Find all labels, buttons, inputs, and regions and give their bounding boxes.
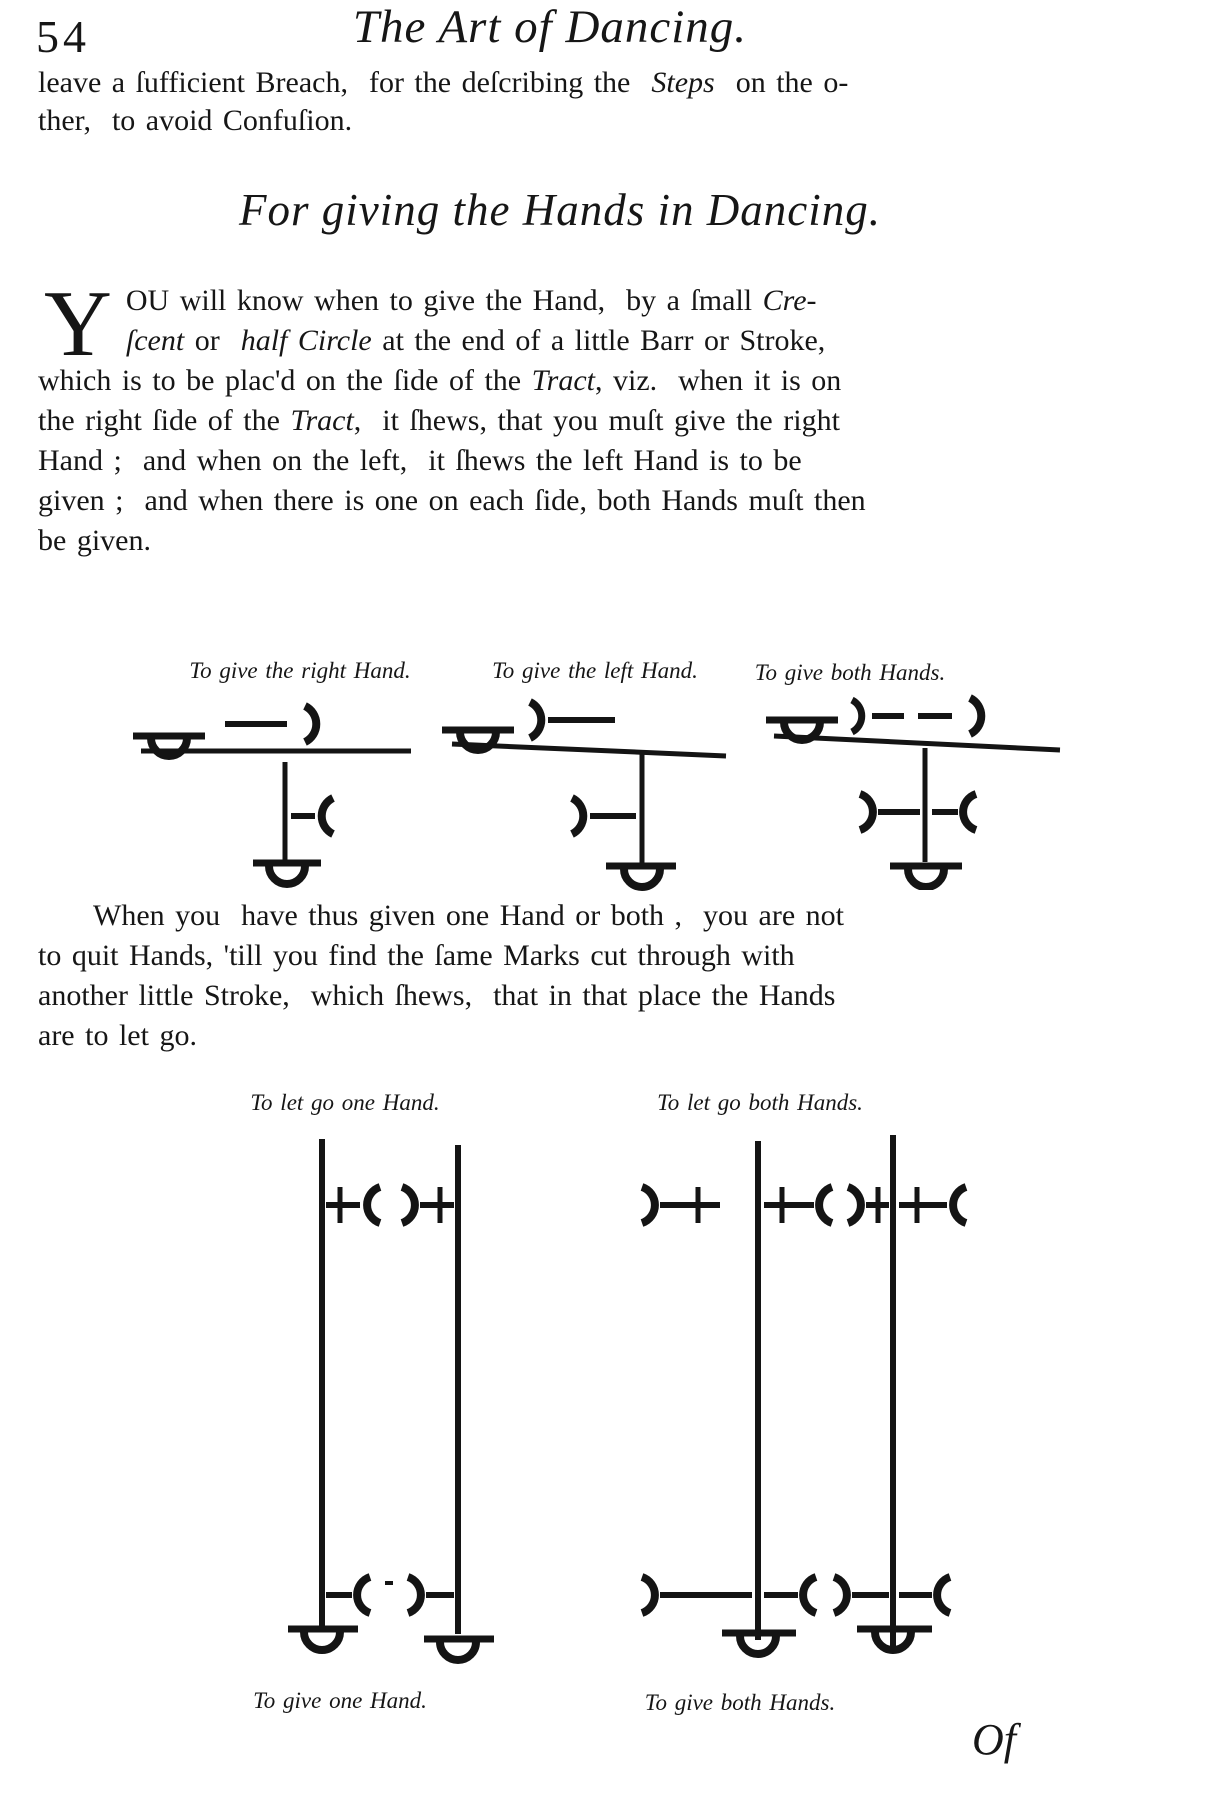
- text-line: [38, 102, 1068, 140]
- text-segment-italic: Tract: [531, 364, 595, 397]
- text-segment: which is to be plac'd on the ſide of the: [38, 364, 532, 397]
- figure-caption-let-go-one-hand: To let go one Hand.: [250, 1090, 440, 1115]
- text-line: [38, 361, 1068, 401]
- intro-paragraph: [38, 64, 1068, 140]
- text-line: [38, 976, 1068, 1016]
- text-segment: ther, to avoid Confuſion.: [38, 104, 353, 137]
- figure-caption-give-left-hand: To give the left Hand.: [492, 658, 698, 683]
- figure-caption-give-both-hands-bottom: To give both Hands.: [644, 1690, 836, 1715]
- text-segment-italic: ſcent: [125, 324, 185, 357]
- crescent-mark: [305, 706, 316, 742]
- tract-line: [774, 736, 1060, 750]
- figure-caption-let-go-both-hands: To let go both Hands.: [657, 1090, 863, 1115]
- text-segment: be given.: [38, 524, 151, 557]
- text-segment: another little Stroke, which ſhews, that in that place the Hands: [38, 979, 836, 1012]
- crescent-mark: [852, 700, 862, 732]
- let-go-paragraph: [38, 896, 1068, 1056]
- crescent-mark: [572, 798, 583, 834]
- crescent-mark: [803, 1577, 816, 1613]
- crescent-mark: [322, 798, 333, 834]
- text-segment: , it ſhews, that you muſt give the right: [353, 404, 840, 437]
- text-segment: to quit Hands, 'till you find the ſame Marks cut through with: [38, 939, 795, 972]
- text-segment: Hand ; and when on the left, it ſhews the left Hand is to be: [38, 444, 802, 477]
- text-segment-italic: Steps: [651, 66, 715, 99]
- text-line: [38, 896, 1068, 936]
- figure-one-hand-tracks-diagram: [252, 1137, 517, 1672]
- crescent-mark: [530, 702, 541, 738]
- figure-give-both-hands-diagram: [760, 690, 1080, 890]
- text-line: [38, 521, 1068, 561]
- text-line: [38, 936, 1068, 976]
- drop-cap-initial: Y: [44, 272, 112, 376]
- dancer-position-half-circle: [269, 866, 305, 884]
- text-line: [38, 64, 1068, 102]
- crescent-mark: [937, 1577, 950, 1613]
- text-segment: on the o-: [714, 66, 849, 99]
- text-segment: given ; and when there is one on each ſide, both Hands muſt then: [38, 484, 866, 517]
- tract-line: [452, 744, 726, 756]
- text-line: [38, 321, 1068, 361]
- text-line: [38, 401, 1068, 441]
- figure-both-hands-tracks-diagram: [602, 1135, 1002, 1680]
- text-segment: , viz. when it is on: [594, 364, 842, 397]
- figure-caption-give-one-hand: To give one Hand.: [253, 1688, 427, 1713]
- text-line: [38, 281, 1068, 321]
- text-segment-italic: Tract: [290, 404, 354, 437]
- crescent-mark: [860, 794, 873, 830]
- text-line: [38, 481, 1068, 521]
- text-segment: or: [184, 324, 241, 357]
- running-title: The Art of Dancing.: [352, 1, 748, 53]
- text-segment-italic: Cre-: [762, 284, 817, 317]
- text-segment: at the end of a little Barr or Stroke,: [371, 324, 826, 357]
- text-line: [38, 441, 1068, 481]
- crescent-mark: [963, 794, 976, 830]
- text-segment: OU will know when to give the Hand, by a ſmall: [125, 284, 763, 317]
- figure-give-right-hand-diagram: [125, 698, 425, 888]
- crescent-mark: [970, 698, 981, 734]
- figure-give-left-hand-diagram: [430, 696, 740, 891]
- dancer-position-half-circle: [908, 869, 944, 887]
- dancer-position-half-circle: [304, 1632, 340, 1650]
- text-line: [38, 1016, 1068, 1056]
- text-segment: are to let go.: [38, 1019, 197, 1052]
- give-hands-paragraph: [38, 272, 1068, 561]
- dancer-position-half-circle: [624, 869, 660, 887]
- figure-caption-give-right-hand: To give the right Hand.: [189, 658, 411, 683]
- crescent-mark: [834, 1577, 847, 1613]
- text-segment: the right ſide of the: [38, 404, 291, 437]
- text-segment-italic: half Circle: [240, 324, 372, 357]
- text-segment: leave a ſufficient Breach, for the deſcribing the: [38, 66, 652, 99]
- crescent-mark: [402, 1187, 415, 1223]
- figure-caption-give-both-hands: To give both Hands.: [754, 660, 946, 685]
- crescent-mark: [953, 1187, 966, 1223]
- catchword: Of: [972, 1715, 1016, 1764]
- crescent-mark: [357, 1577, 370, 1613]
- section-heading: For giving the Hands in Dancing.: [239, 185, 881, 235]
- crescent-mark: [408, 1577, 421, 1613]
- text-segment: When you have thus given one Hand or both , you are not: [93, 899, 844, 932]
- dancer-position-half-circle: [440, 1642, 476, 1660]
- page-number: 54: [36, 11, 90, 62]
- crescent-mark: [642, 1577, 655, 1613]
- crescent-mark: [819, 1187, 832, 1223]
- crescent-mark: [848, 1187, 861, 1223]
- crescent-mark: [367, 1187, 380, 1223]
- crescent-mark: [642, 1187, 655, 1223]
